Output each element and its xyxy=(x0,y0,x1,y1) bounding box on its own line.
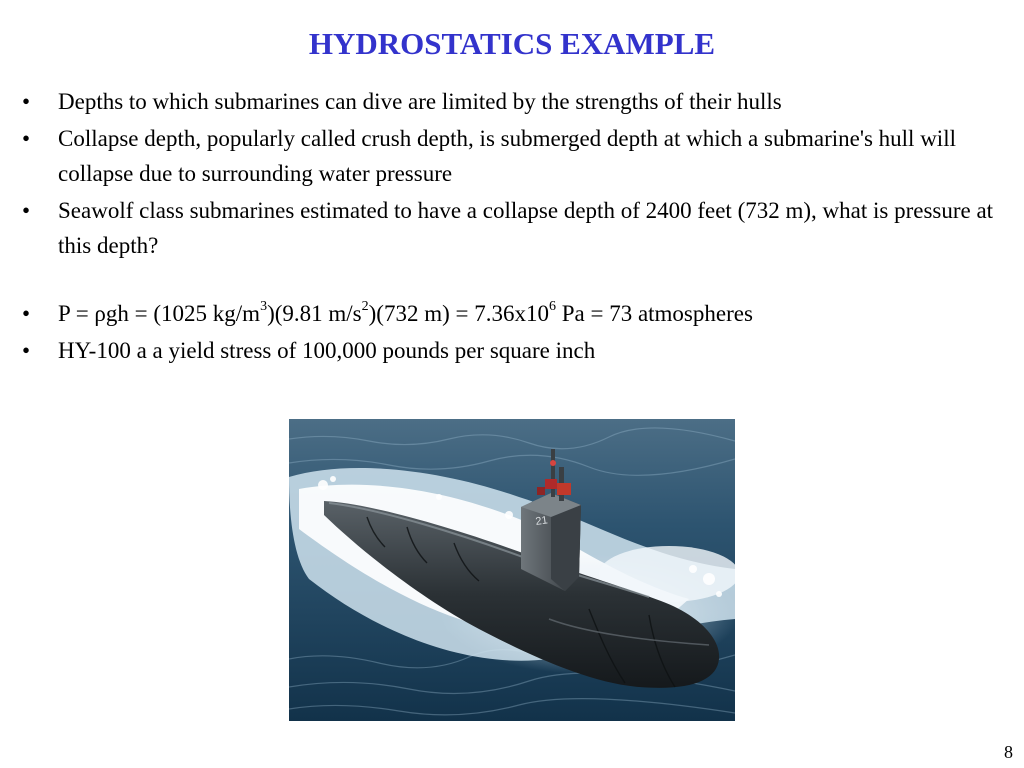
equation-text xyxy=(58,301,753,326)
bullet-text: Seawolf class submarines estimated to have a collapse depth of 2400 feet (732 m), what is pressure at this depth? xyxy=(58,198,994,258)
bullet-text: Collapse depth, popularly called crush depth, is submerged depth at which a submarine's hull will collapse due to surrounding water pressure xyxy=(58,126,956,186)
equation-part: P = ρgh = (1025 kg/m xyxy=(58,301,261,326)
submarine-illustration xyxy=(289,419,735,721)
bullet-list xyxy=(18,84,1018,370)
equation-superscript: 2 xyxy=(361,299,369,315)
equation-part: Pa = 73 atmospheres xyxy=(555,301,753,326)
hull-number: 21 xyxy=(534,514,549,528)
bullet-item-equation xyxy=(18,296,1018,331)
bullet-item xyxy=(18,121,1018,191)
bullet-marker: • xyxy=(22,126,31,151)
page-number: 8 xyxy=(1004,742,1013,762)
bullet-text: Depths to which submarines can dive are limited by the strengths of their hulls xyxy=(58,89,782,114)
bullet-item xyxy=(18,84,1018,119)
bullet-marker: • xyxy=(22,89,31,114)
bullet-item xyxy=(18,193,1018,263)
bullet-item xyxy=(18,333,1018,368)
equation-superscript: 6 xyxy=(548,299,556,315)
bullet-marker: • xyxy=(22,338,31,363)
bullet-marker: • xyxy=(22,301,31,326)
equation-part: )(732 m) = 7.36x10 xyxy=(368,301,549,326)
equation-part: )(9.81 m/s xyxy=(267,301,362,326)
equation-superscript: 3 xyxy=(260,299,268,315)
bullet-text: HY-100 a a yield stress of 100,000 pounds per square inch xyxy=(58,338,596,363)
submarine-photo xyxy=(289,419,735,721)
bullet-marker: • xyxy=(22,198,31,223)
slide-title: HYDROSTATICS EXAMPLE xyxy=(308,26,716,61)
